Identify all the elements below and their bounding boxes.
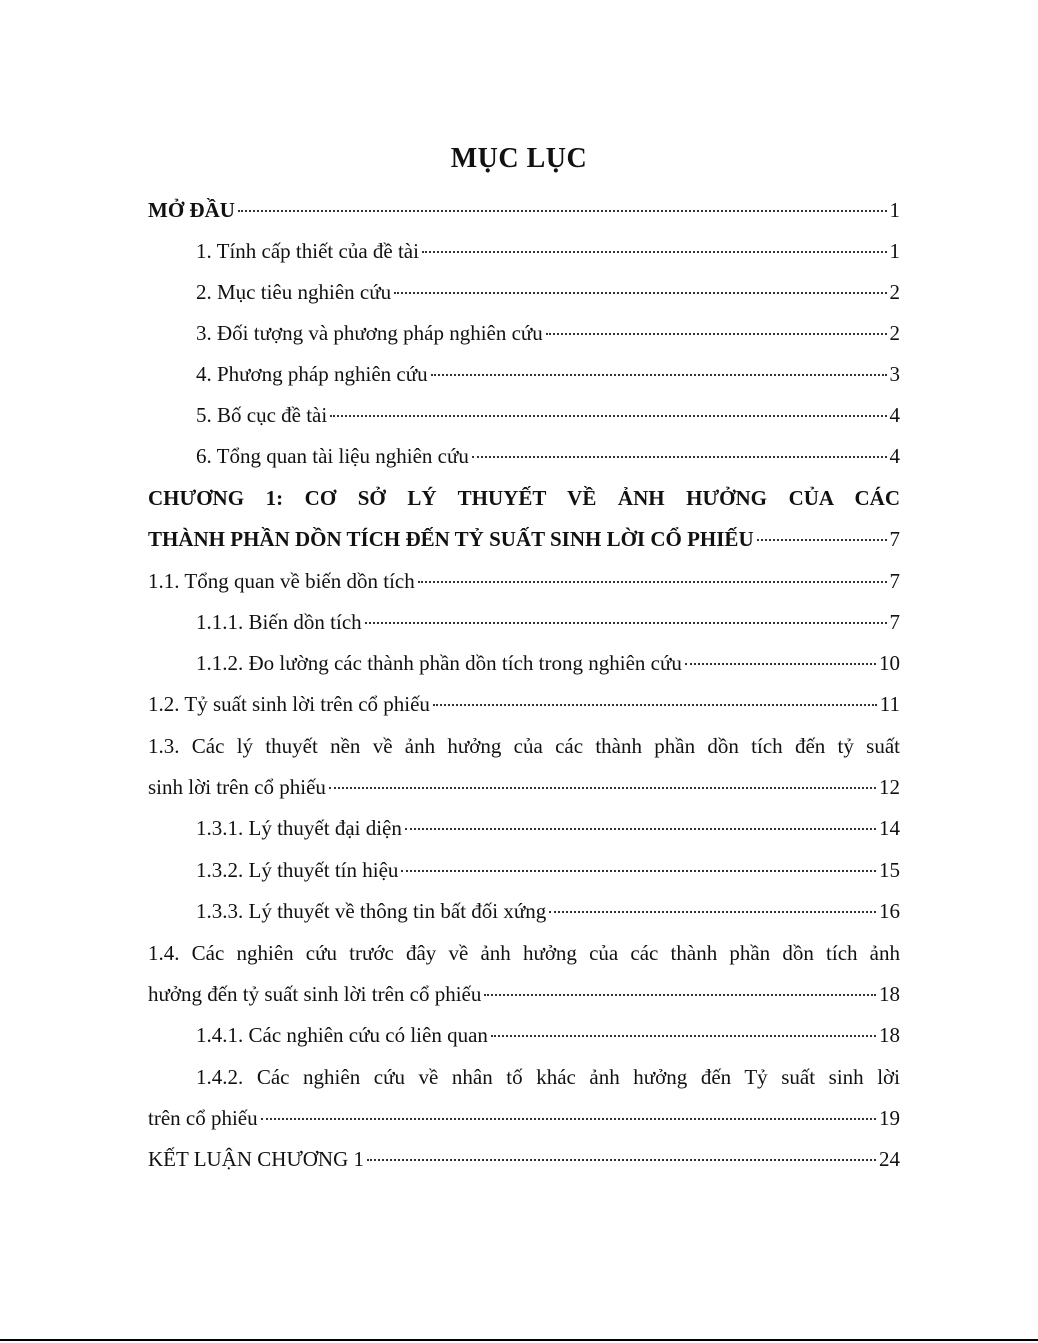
dot-leader: [330, 415, 886, 417]
toc-entry-label: 6. Tổng quan tài liệu nghiên cứu: [196, 444, 469, 468]
toc-entry-label: THÀNH PHẦN DỒN TÍCH ĐẾN TỶ SUẤT SINH LỜI CỔ PHIẾU: [148, 527, 754, 551]
toc-entry-mo-dau: [148, 195, 900, 225]
dot-leader: [329, 787, 876, 789]
toc-entry-label: sinh lời trên cổ phiếu: [148, 775, 326, 799]
dot-leader: [365, 622, 887, 624]
toc-entry: [148, 566, 900, 596]
toc-entry-label: 1.2. Tỷ suất sinh lời trên cổ phiếu: [148, 692, 430, 716]
toc-title: MỤC LỤC: [450, 143, 588, 174]
toc-entry-label: 1.4.1. Các nghiên cứu có liên quan: [196, 1023, 488, 1047]
toc-entry-label: hưởng đến tỷ suất sinh lời trên cổ phiếu: [148, 982, 482, 1006]
toc-entry-page: 4: [889, 444, 900, 468]
toc-entry: [196, 1020, 900, 1050]
toc-entry-chapter-1-line-1: CHƯƠNG 1: CƠ SỞ LÝ THUYẾT VỀ ẢNH HƯỞNG CỦA CÁC: [148, 486, 900, 510]
toc-entry-page: 11: [879, 692, 900, 716]
toc-entry: [196, 400, 900, 430]
toc-entry-label: 4. Phương pháp nghiên cứu: [196, 362, 428, 386]
page-bottom-border: [0, 1339, 1038, 1341]
dot-leader: [394, 292, 886, 294]
toc-entry-label: 1. Tính cấp thiết của đề tài: [196, 239, 419, 263]
toc-entry-label: 1.3.1. Lý thuyết đại diện: [196, 816, 402, 840]
dot-leader: [238, 210, 887, 212]
toc-entry-page: 18: [879, 982, 900, 1006]
toc-entry: [196, 855, 900, 885]
dot-leader: [367, 1159, 876, 1161]
toc-entry-1-3-line-1: 1.3. Các lý thuyết nền về ảnh hưởng của các thành phần dồn tích đến tỷ suất: [148, 734, 900, 758]
toc-entry-page: 15: [879, 858, 900, 882]
toc-entry-page: 12: [879, 775, 900, 799]
toc-entry-page: 10: [879, 651, 900, 675]
toc-entry-label: KẾT LUẬN CHƯƠNG 1: [148, 1147, 364, 1171]
toc-entry: [148, 772, 900, 802]
toc-entry-chapter-1: [148, 524, 900, 554]
dot-leader: [433, 704, 877, 706]
dot-leader: [472, 456, 887, 458]
toc-entry-label: MỞ ĐẦU: [148, 198, 235, 222]
toc-entry-page: 2: [889, 280, 900, 304]
dot-leader: [422, 251, 887, 253]
toc-entry-page: 14: [879, 816, 900, 840]
toc-entry-label: trên cổ phiếu: [148, 1106, 258, 1130]
toc-entry-page: 3: [889, 362, 900, 386]
dot-leader: [491, 1035, 876, 1037]
toc-entry: [148, 689, 900, 719]
toc-entry-page: 24: [879, 1147, 900, 1171]
toc-entry-label: 3. Đối tượng và phương pháp nghiên cứu: [196, 321, 543, 345]
dot-leader: [484, 994, 876, 996]
toc-entry-page: 18: [879, 1023, 900, 1047]
toc-entry-label: 2. Mục tiêu nghiên cứu: [196, 280, 392, 304]
toc-entry-label: 1.3.2. Lý thuyết tín hiệu: [196, 858, 399, 882]
toc-entry: [196, 441, 900, 471]
toc-entry-1-4-2-line-1: 1.4.2. Các nghiên cứu về nhân tố khác ảnh hưởng đến Tỷ suất sinh lời: [196, 1065, 900, 1089]
dot-leader: [405, 828, 876, 830]
toc-entry-page: 16: [879, 899, 900, 923]
dot-leader: [261, 1118, 876, 1120]
toc-entry: [196, 813, 900, 843]
toc-entry: [196, 359, 900, 389]
toc-entry: [196, 648, 900, 678]
toc-entry-1-4-line-1: 1.4. Các nghiên cứu trước đây về ảnh hưởng của các thành phần dồn tích ảnh: [148, 941, 900, 965]
dot-leader: [431, 374, 887, 376]
dot-leader: [685, 663, 876, 665]
toc-entry: [196, 896, 900, 926]
dot-leader: [401, 870, 876, 872]
dot-leader: [549, 911, 876, 913]
toc-entry: [148, 979, 900, 1009]
toc-entry-page: 7: [889, 610, 900, 634]
dot-leader: [418, 581, 887, 583]
toc-entry: [196, 277, 900, 307]
toc-entry-label: 1.3.3. Lý thuyết về thông tin bất đối xứng: [196, 899, 547, 923]
toc-entry-page: 1: [889, 239, 900, 263]
dot-leader: [757, 539, 887, 541]
toc-entry-page: 4: [889, 403, 900, 427]
toc-entry-page: 7: [889, 527, 900, 551]
toc-entry-page: 2: [889, 321, 900, 345]
toc-entry-page: 7: [889, 569, 900, 593]
toc-entry-label: 1.1.2. Đo lường các thành phần dồn tích trong nghiên cứu: [196, 651, 682, 675]
toc-entry-label: 5. Bố cục đề tài: [196, 403, 328, 427]
toc-entry: [196, 607, 900, 637]
toc-entry-page: 1: [889, 198, 900, 222]
toc-entry: [196, 318, 900, 348]
toc-entry-label: 1.1.1. Biến dồn tích: [196, 610, 362, 634]
dot-leader: [546, 333, 887, 335]
toc-entry: [196, 236, 900, 266]
toc-entry-page: 19: [879, 1106, 900, 1130]
toc-entry-label: 1.1. Tổng quan về biến dồn tích: [148, 569, 415, 593]
toc-entry: [148, 1103, 900, 1133]
toc-entry-ket-luan: [148, 1144, 900, 1174]
